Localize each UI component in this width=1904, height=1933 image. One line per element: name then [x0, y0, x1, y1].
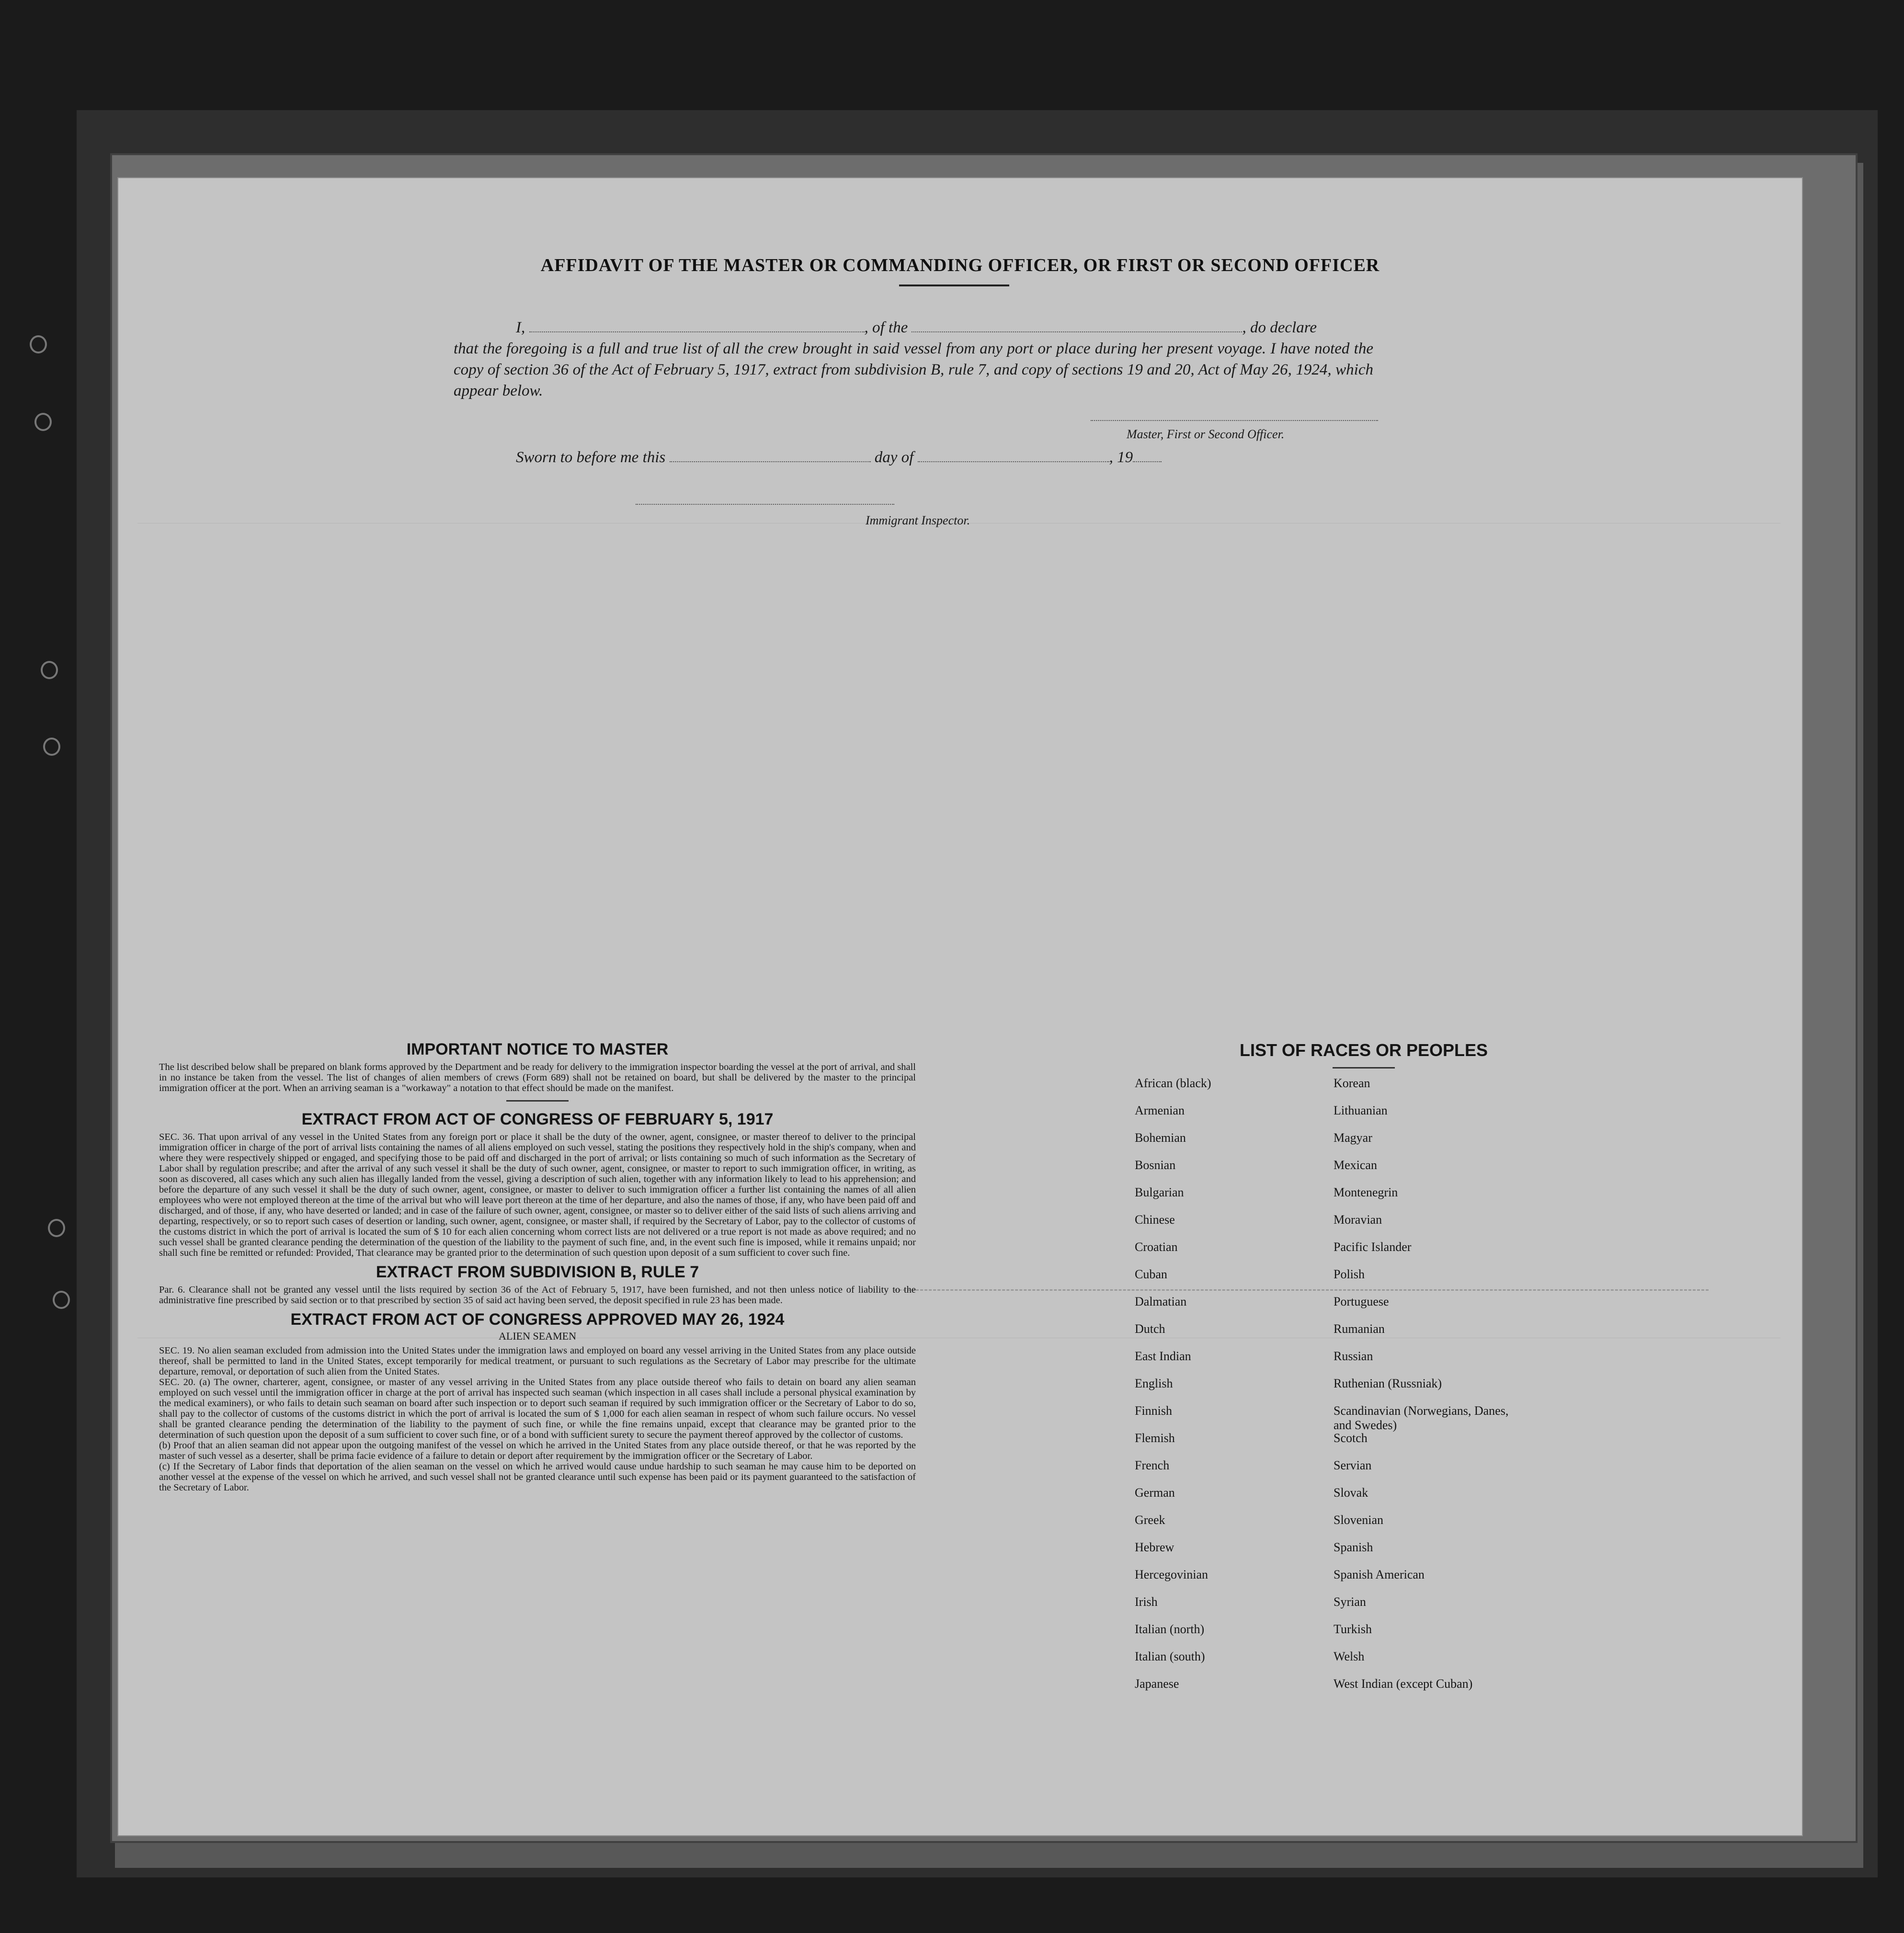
- binder-ring: [41, 661, 58, 679]
- binder-ring: [48, 1219, 65, 1237]
- race-item: Bohemian: [1135, 1131, 1186, 1145]
- affidavit-title: AFFIDAVIT OF THE MASTER OR COMMANDING OFFICER, OR FIRST OR SECOND OFFICER: [540, 255, 1380, 275]
- race-item: Portuguese: [1334, 1295, 1389, 1308]
- divider: [506, 1100, 569, 1102]
- races-list: [1135, 1076, 1603, 1704]
- sworn-year-field[interactable]: [1133, 449, 1162, 462]
- race-item: Spanish American: [1334, 1568, 1425, 1581]
- race-item: Japanese: [1135, 1677, 1179, 1691]
- race-item: French: [1135, 1458, 1170, 1472]
- race-item: Slovak: [1334, 1486, 1368, 1500]
- master-signature-caption: Master, First or Second Officer.: [1127, 427, 1285, 441]
- extract-1924-title: EXTRACT FROM ACT OF CONGRESS APPROVED MAY 26, 1924: [290, 1310, 785, 1329]
- race-item: Rumanian: [1334, 1322, 1385, 1336]
- race-item: Dutch: [1135, 1322, 1165, 1336]
- notice-column: [159, 1040, 916, 1493]
- sworn-month-field[interactable]: [918, 449, 1109, 462]
- affidavit-first-line: [454, 317, 1373, 338]
- race-item: Korean: [1334, 1076, 1370, 1090]
- race-item: African (black): [1135, 1076, 1211, 1090]
- race-item: Russian: [1334, 1349, 1373, 1363]
- sworn-year-prefix: , 19: [1109, 449, 1133, 466]
- race-item: Mexican: [1334, 1158, 1377, 1172]
- vessel-name-field[interactable]: [912, 319, 1242, 332]
- race-item: Dalmatian: [1135, 1295, 1187, 1308]
- race-item: Scotch: [1334, 1431, 1368, 1445]
- extract-1917-title: EXTRACT FROM ACT OF CONGRESS OF FEBRUARY 5, 1917: [301, 1110, 774, 1128]
- race-item: Spanish: [1334, 1540, 1373, 1554]
- races-divider: [1333, 1067, 1395, 1069]
- extract-1924-sec20a: SEC. 20. (a) The owner, charterer, agent, consignee, or master of any vessel arriving in the United States from any place outside thereof who fails to detain on board any alien seaman employed on such vessel until the immigration officer in charge at the port of arrival has inspected such seaman (which inspection in all cases shall include a personal physical examination by the medical examiners), or who fails to detain such seaman on board after such inspection or to deport such seaman if required by such immigration officer or the Secretary of Labor to do so, shall pay to the collector of customs of the customs district in which the port of arrival is located the sum of $ 1,000 for each alien seaman in respect of whom such failure occurs. No vessel shall be granted clearance pending the determination of the liability to the payment of such fine, or while the fine remains unpaid, except that clearance may be granted prior to the determination of such question upon the deposit of a sum sufficient to cover such fine, or of a bond with sufficient surety to secure the payment thereof approved by the collector of customs.: [159, 1377, 916, 1440]
- affidavit-i: I,: [516, 319, 525, 336]
- extract-1924-sec19: SEC. 19. No alien seaman excluded from admission into the United States under the immigration laws and employed on board any vessel arriving in the United States from any place outside thereof, shall be permitted to land in the United States, except temporarily for medical treatment, or pursuant to such regulations as the Secretary of Labor may prescribe for the ultimate departure, removal, or deportation of such alien from the United States.: [159, 1345, 916, 1377]
- race-item: Polish: [1334, 1267, 1365, 1281]
- binder-ring: [30, 335, 47, 353]
- extract-1924-subtitle: ALIEN SEAMEN: [499, 1330, 576, 1342]
- race-item: Italian (north): [1135, 1622, 1205, 1636]
- race-item: Chinese: [1135, 1213, 1175, 1227]
- race-item: Irish: [1135, 1595, 1158, 1609]
- race-item: Bosnian: [1135, 1158, 1176, 1172]
- race-item: Turkish: [1334, 1622, 1372, 1636]
- extract-rule7-text: Par. 6. Clearance shall not be granted any vessel until the lists required by section 36 of the Act of February 5, 1917, have been furnished, and not then unless notice of liability to the administrative fine prescribed by said section or to that prescribed by section 35 of said act having been served, the deposit specified in rule 23 has been made.: [159, 1285, 916, 1306]
- affidavit-do-declare: , do declare: [1242, 319, 1317, 336]
- sworn-day-of: day of: [874, 449, 914, 466]
- race-item: East Indian: [1135, 1349, 1191, 1363]
- race-item: Servian: [1334, 1458, 1372, 1472]
- race-item: Cuban: [1135, 1267, 1167, 1281]
- race-item: Scandinavian (Norwegians, Danes, and Swedes): [1334, 1404, 1509, 1432]
- affidavit-body-text: that the foregoing is a full and true list of all the crew brought in said vessel from any port or place during her present voyage. I have noted the copy of section 36 of the Act of February 5, 1917, extract from subdivision B, rule 7, and copy of sections 19 and 20, Act of May 26, 1924, which appear below.: [454, 340, 1373, 399]
- master-signature-field[interactable]: [1091, 420, 1378, 421]
- races-title: LIST OF RACES OR PEOPLES: [1239, 1040, 1488, 1060]
- race-item: Syrian: [1334, 1595, 1366, 1609]
- notice-title: IMPORTANT NOTICE TO MASTER: [406, 1040, 669, 1058]
- race-item: Slovenian: [1334, 1513, 1383, 1527]
- extract-rule7-title: EXTRACT FROM SUBDIVISION B, RULE 7: [376, 1263, 699, 1281]
- race-item: Italian (south): [1135, 1649, 1205, 1663]
- race-item: Lithuanian: [1334, 1103, 1388, 1117]
- race-item: Welsh: [1334, 1649, 1365, 1663]
- form-page: [117, 177, 1803, 1836]
- race-item: Hebrew: [1135, 1540, 1174, 1554]
- extract-1924-sec20c: (c) If the Secretary of Labor finds that deportation of the alien seaman on the vessel on which he arrived would cause undue hardship to such seaman he may cause him to be deported on another vessel at the expense of the vessel on which he arrived, and such vessel shall not be granted clearance until such expense has been paid or its payment guaranteed to the satisfaction of the Secretary of Labor.: [159, 1461, 916, 1493]
- sworn-label: Sworn to before me this: [516, 449, 666, 466]
- extract-1917-text: SEC. 36. That upon arrival of any vessel in the United States from any foreign port or place it shall be the duty of the owner, agent, consignee, or master thereof to deliver to the principal immigration officer in charge of the port of arrival lists containing the names of all aliens employed on such vessel, stating the positions they respectively hold in the ship's company, when and where they were respectively shipped or engaged, and specifying those to be paid off and discharged in the port of arrival; or lists containing so much of such information as the Secretary of Labor shall by regulation prescribe; and after the arrival of any such vessel it shall be the duty of such owner, agent, consignee, or master to report to such immigration officer, in writing, as soon as discovered, all cases which any such alien has illegally landed from the vessel, giving a description of such alien, together with any information likely to lead to his apprehension; and before the departure of any such vessel it shall be the duty of such owner, agent, consignee, or master to deliver to such immigration officer a further list containing the names of all alien employees who were not employed thereon at the time of the arrival but who will leave port thereon at the time of her departure, and also the names of those, if any, who have been paid off and discharged, and of those, if any, who have deserted or landed; and in case of the failure of such owner, agent, consignee, or master so to deliver either of the said lists of such aliens arriving and departing, respectively, or so to report such cases of desertion or landing, such owner, agent, consignee, or master shall, if required by the Secretary of Labor, pay to the collector of customs of the customs district in which the port of arrival is located the sum of $ 10 for each alien concerning whom correct lists are not delivered or a true report is not made as above required; and no such vessel shall be granted clearance pending the determination of the question of the liability to the payment of such fine, and, in the event such fine is imposed, while it remains unpaid; nor shall such fine be remitted or refunded: Provided, That clearance may be granted prior to the determination of such question upon deposit of a sum sufficient to cover such fine.: [159, 1132, 916, 1258]
- race-item: Flemish: [1135, 1431, 1175, 1445]
- race-item: English: [1135, 1376, 1173, 1390]
- races-column: [1124, 1040, 1603, 1704]
- inspector-signature-field[interactable]: [636, 504, 894, 505]
- extract-1924-sec20b: (b) Proof that an alien seaman did not appear upon the outgoing manifest of the vessel on which he arrived in the United States from any place outside thereof, or that he was reported by the master of such vessel as a deserter, shall be prima facie evidence of a failure to detain or deport after requirement by the immigration officer or the Secretary of Labor.: [159, 1440, 916, 1461]
- affidavit-declaration: [454, 317, 1373, 401]
- race-item: German: [1135, 1486, 1175, 1500]
- binder-ring: [53, 1291, 70, 1309]
- race-item: Montenegrin: [1334, 1185, 1398, 1199]
- master-name-field[interactable]: [529, 319, 865, 332]
- race-item: Moravian: [1334, 1213, 1382, 1227]
- sworn-day-field[interactable]: [670, 449, 871, 462]
- notice-text: The list described below shall be prepared on blank forms approved by the Department and be ready for delivery to the immigration inspector boarding the vessel at the port of arrival, and shall in no instance be taken from the vessel. The list of changes of alien members of crews (Form 689) shall not be retained on board, but shall be delivered by the master to the principal immigration officer at the port. When an arriving seaman is a "workaway" a notation to that effect should be made on the manifest.: [159, 1062, 916, 1093]
- title-rule: [899, 284, 1009, 286]
- race-item: Greek: [1135, 1513, 1165, 1527]
- race-item: Magyar: [1334, 1131, 1372, 1145]
- race-item: Ruthenian (Russniak): [1334, 1376, 1442, 1390]
- race-item: Croatian: [1135, 1240, 1178, 1254]
- race-item: Bulgarian: [1135, 1185, 1184, 1199]
- race-item: West Indian (except Cuban): [1334, 1677, 1473, 1691]
- race-item: Finnish: [1135, 1404, 1173, 1418]
- inspector-caption: Immigrant Inspector.: [866, 513, 970, 527]
- sworn-line: [516, 449, 1162, 466]
- affidavit-of-the: , of the: [864, 319, 908, 336]
- race-item: Hercegovinian: [1135, 1568, 1209, 1581]
- binder-ring: [34, 413, 52, 431]
- binder-ring: [43, 738, 60, 756]
- race-item: Pacific Islander: [1334, 1240, 1412, 1254]
- race-item: Armenian: [1135, 1103, 1185, 1117]
